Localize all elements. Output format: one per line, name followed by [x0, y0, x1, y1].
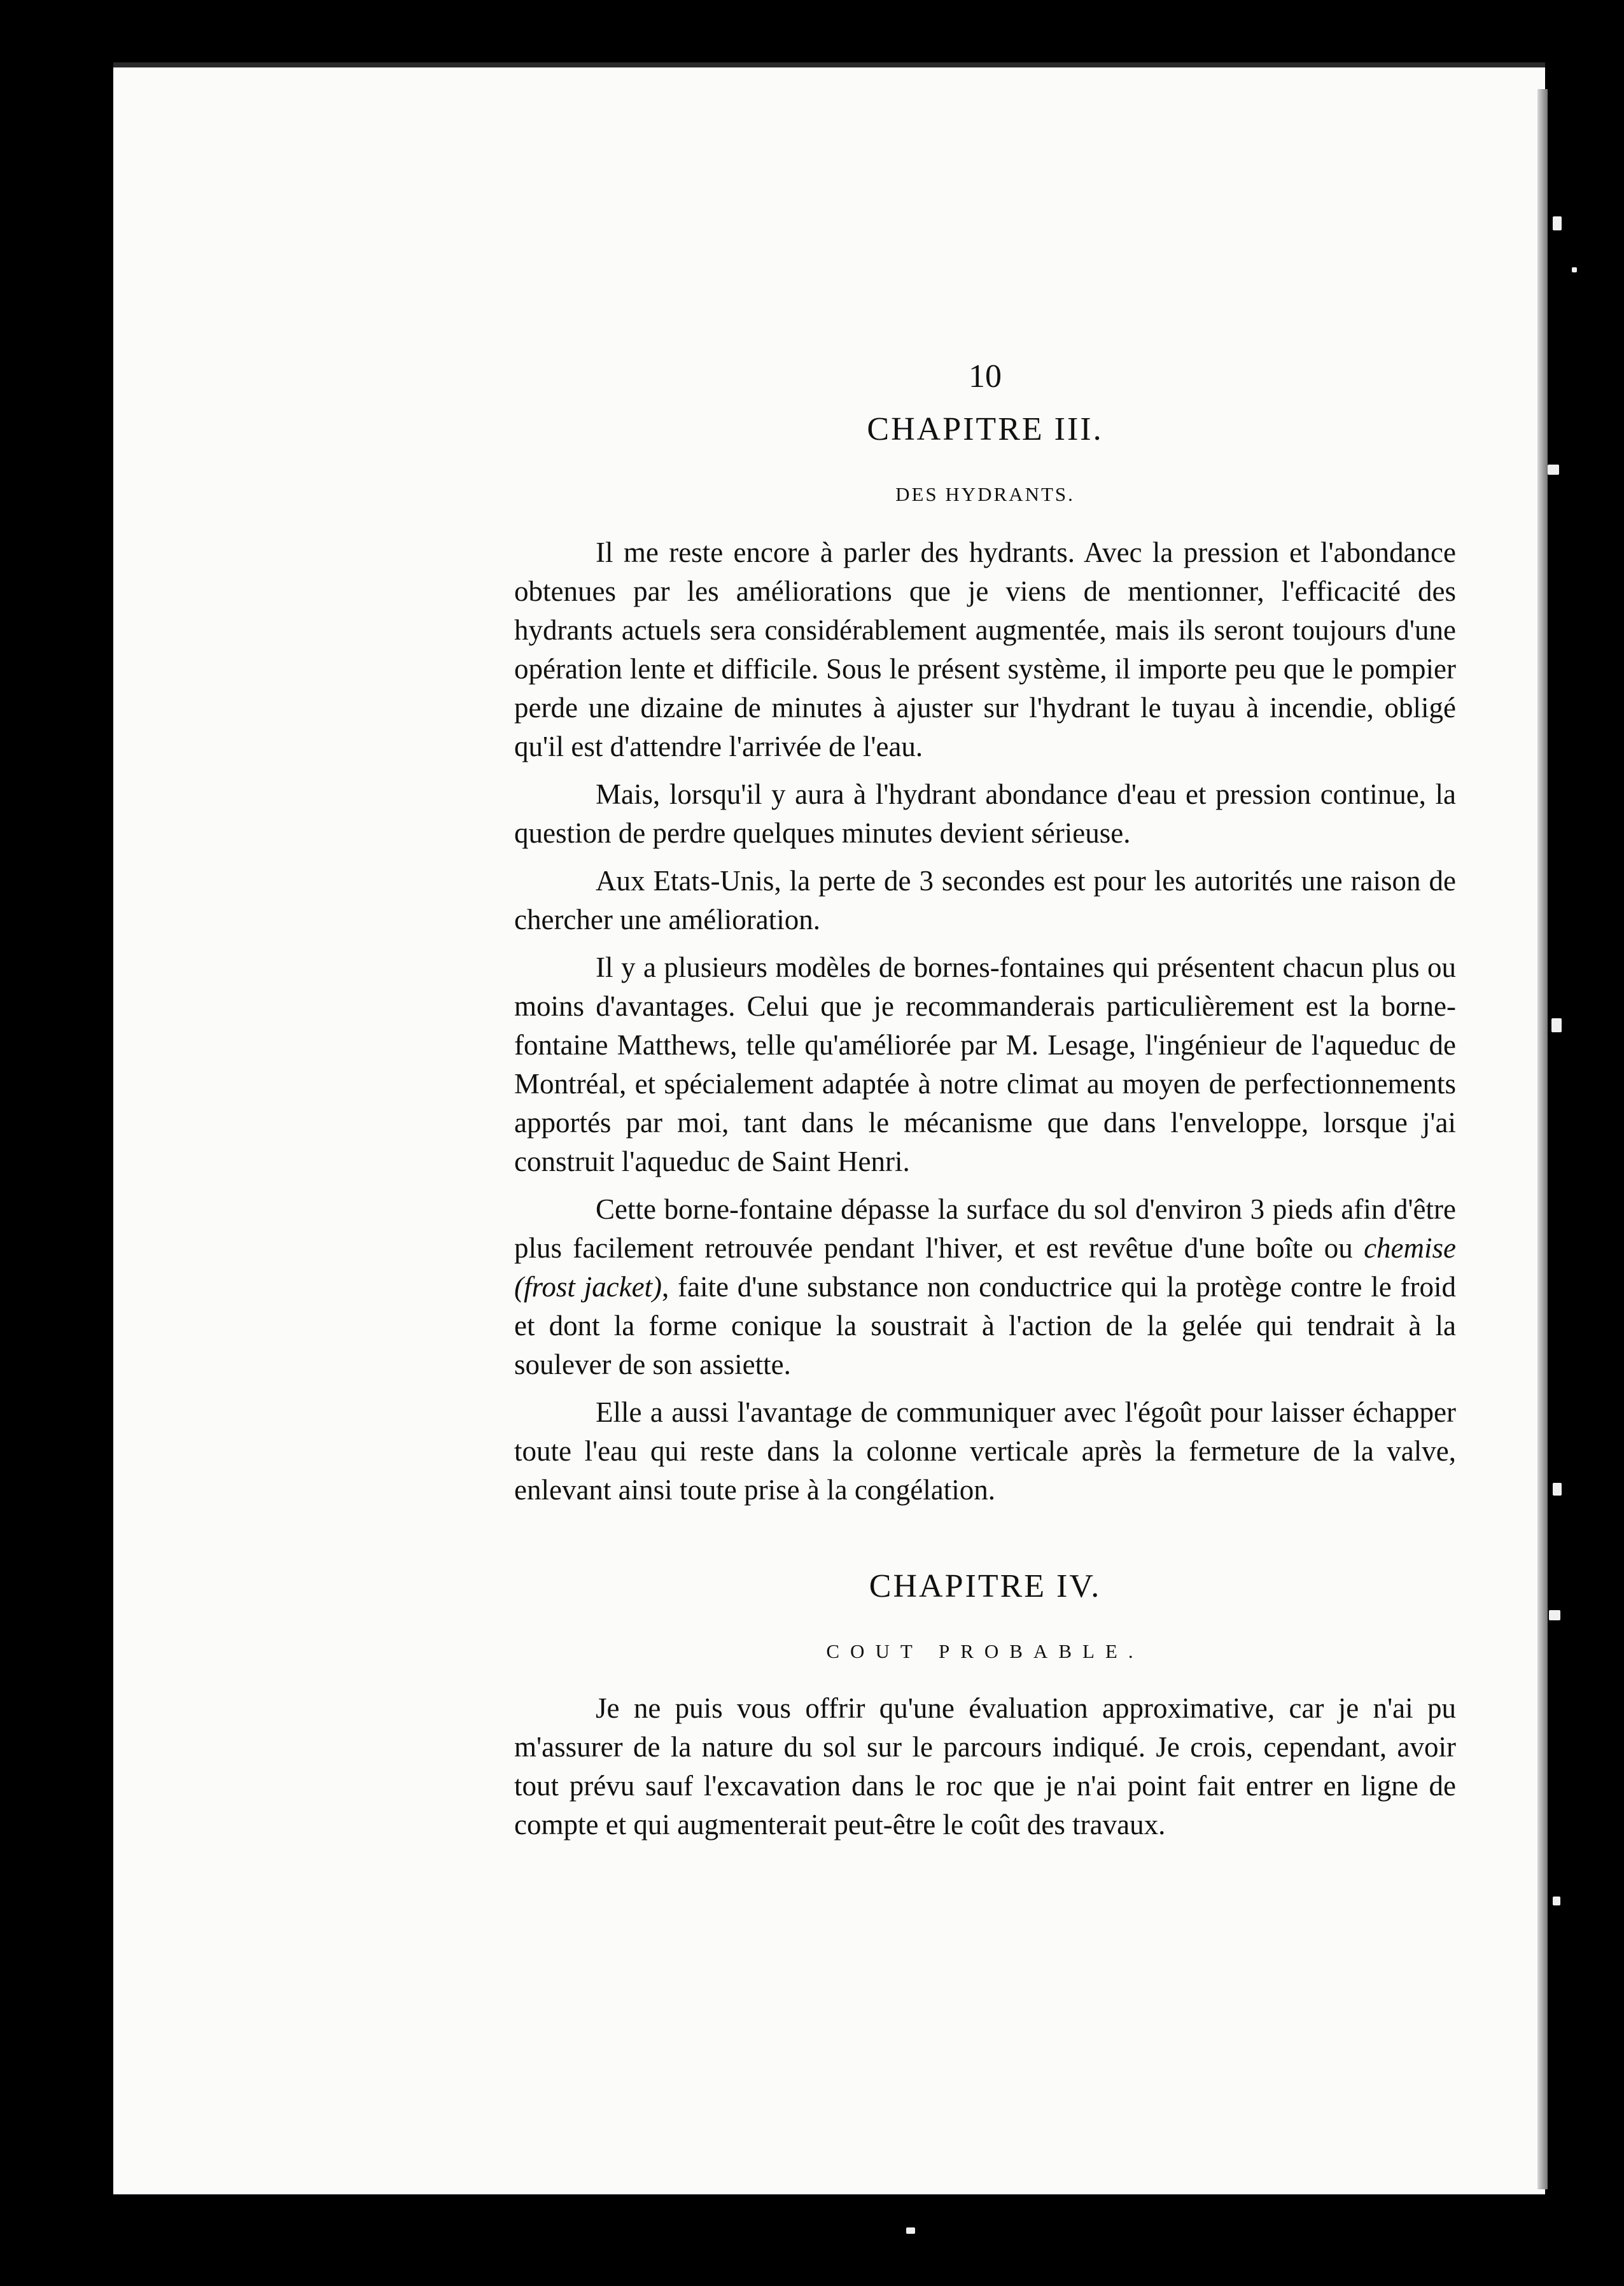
scan-speck: [1553, 1483, 1562, 1496]
paragraph-pressure: Mais, lorsqu'il y aura à l'hydrant abondance d'eau et pression continue, la question de perdre quelques minutes devient sérieuse.: [514, 778, 1456, 850]
paragraph-egout: Elle a aussi l'avantage de communiquer avec l'égoût pour laisser échapper toute l'eau qui reste dans la colonne verticale après la fermeture de la valve, enlevant ainsi toute prise à la congélation.: [514, 1396, 1456, 1506]
page-content: [514, 360, 1456, 1853]
paragraph-etats-unis: Aux Etats-Unis, la perte de 3 secondes est pour les autorités une raison de chercher une amélioration.: [514, 865, 1456, 936]
frost-text-after: , faite d'une substance non conductrice qui la protège contre le froid et dont la forme conique la soustrait à l'action de la gelée qui tendrait à la soulever de son assiette.: [514, 1271, 1456, 1381]
chapter-4-subtitle: COUT PROBABLE.: [826, 1640, 1144, 1663]
page-number: 10: [969, 358, 1002, 395]
scanned-page: [113, 62, 1545, 2194]
page-edge-shadow: [1537, 89, 1548, 2189]
paragraph-cout: Je ne puis vous offrir qu'une évaluation approximative, car je n'ai pu m'assurer de la nature du sol sur le parcours indiqué. Je crois, cependant, avoir tout prévu sauf l'excavation dans le roc que je n'ai point fait entrer en ligne de compte et qui augmenterait peut-être le coût des travaux.: [514, 1692, 1456, 1841]
scan-speck: [1551, 1018, 1562, 1032]
chapter-3-title: CHAPITRE III.: [867, 411, 1103, 447]
scan-speck: [1572, 267, 1577, 272]
paragraph-hydrants-intro: Il me reste encore à parler des hydrants. Avec la pression et l'abondance obtenues par les améliorations que je viens de mentionner, l'efficacité des hydrants actuels sera considérablement augmentée, mais ils seront toujours d'une opération lente et difficile. Sous le présent système, il importe peu que le pompier perde une dizaine de minutes à ajuster sur l'hydrant le tuyau à incendie, obligé qu'il est d'attendre l'arrivée de l'eau.: [514, 536, 1456, 763]
scan-speck: [1553, 1897, 1560, 1905]
scan-speck: [1553, 216, 1562, 230]
paragraph-frost-jacket: [514, 1190, 1456, 1384]
scan-speck: [1549, 1610, 1560, 1620]
chapter-4-title: CHAPITRE IV.: [869, 1568, 1102, 1605]
scan-speck: [906, 2227, 915, 2234]
scan-speck: [1548, 465, 1559, 475]
frost-text-italic: chemise (frost jacket): [514, 1232, 1456, 1303]
paragraph-modeles: Il y a plusieurs modèles de bornes-fontaines qui présentent chacun plus ou moins d'avantages. Celui que je recommanderais particulièrement est la borne-fontaine Matthews, telle qu'améliorée par M. Lesage, l'ingénieur de l'aqueduc de Montréal, et spécialement adaptée à notre climat au moyen de perfectionnements apportés par moi, tant dans le mécanisme que dans l'enveloppe, lorsque j'ai construit l'aqueduc de Saint Henri.: [514, 951, 1456, 1178]
frost-text-before: Cette borne-fontaine dépasse la surface du sol d'environ 3 pieds afin d'être plus facilement retrouvée pendant l'hiver, et est revêtue d'une boîte ou: [514, 1193, 1456, 1265]
chapter-3-subtitle: DES HYDRANTS.: [895, 483, 1075, 506]
